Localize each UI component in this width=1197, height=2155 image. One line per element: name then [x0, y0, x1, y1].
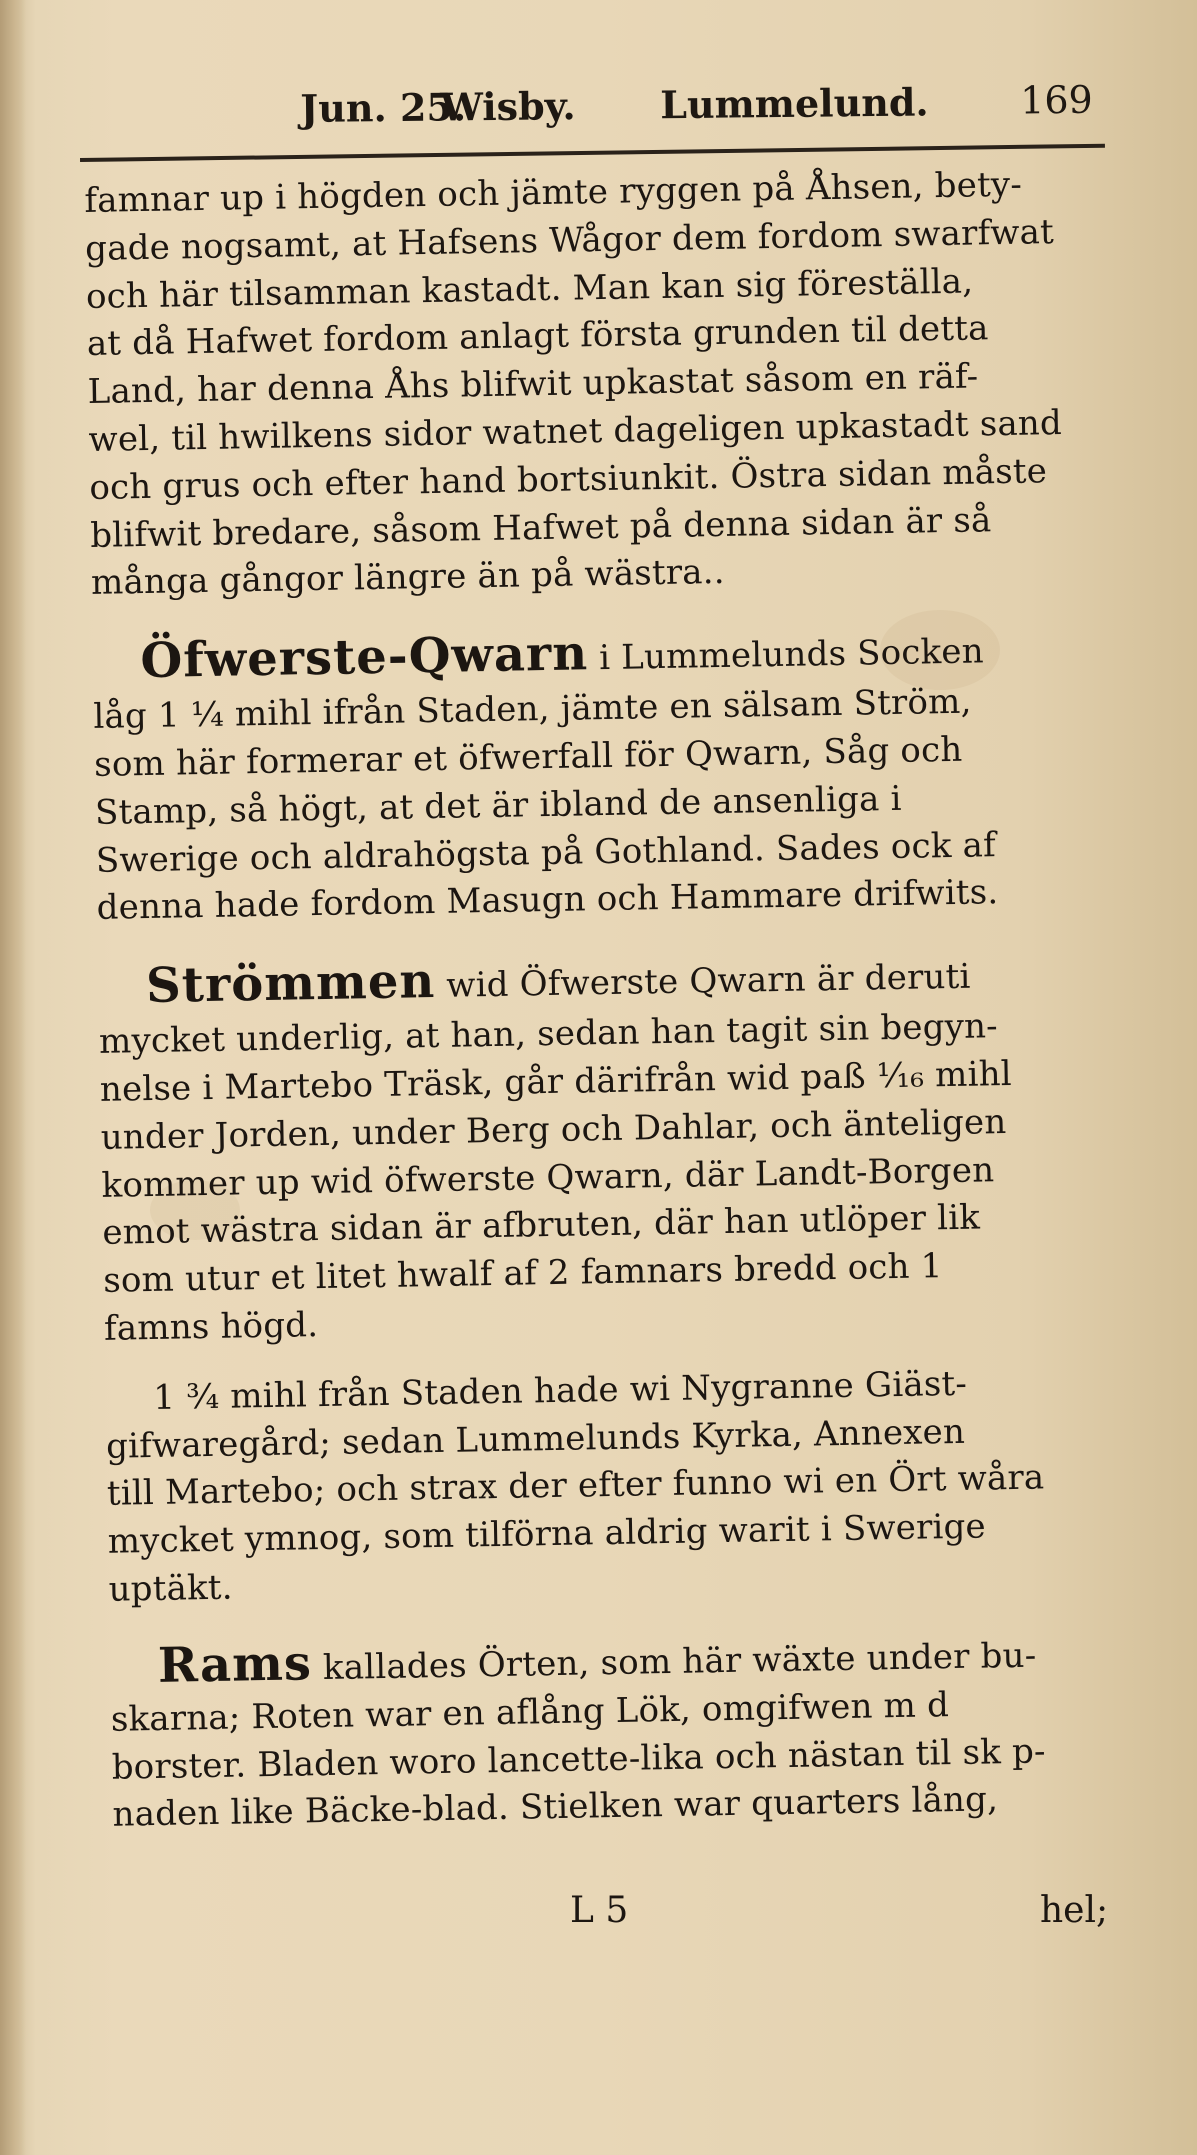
- page-footer: [570, 1890, 1130, 1950]
- text-line: borster. Bladen woro lancette-lika och nästan til sk p-: [111, 1730, 1046, 1788]
- binding-gutter: [0, 0, 26, 2155]
- text-line: gifwaregård; sedan Lummelunds Kyrka, Annexen: [105, 1411, 966, 1467]
- header-place-2: Lummelund.: [659, 79, 929, 128]
- page-number: 169: [1019, 77, 1093, 123]
- paragraph-lead-word: Strömmen: [145, 953, 436, 1015]
- text-line: emot wästra sidan är afbruten, där han utlöper lik: [102, 1197, 981, 1254]
- text-line: wel, til hwilkens sidor watnet dageligen upkastadt sand: [88, 402, 1063, 460]
- header-date: Jun. 25.: [300, 84, 467, 131]
- text-line: i Lummelunds Socken: [598, 631, 985, 679]
- text-line: Land, har denna Åhs blifwit upkastat såsom en räf-: [87, 356, 979, 413]
- text-line: naden like Bäcke-blad. Stielken war quarters lång,: [112, 1779, 999, 1836]
- body-text: [84, 160, 1153, 1840]
- text-line: 1 ¾ mihl från Staden hade wi Nygranne Giäst-: [152, 1363, 968, 1418]
- text-line: denna hade fordom Masugn och Hammare drifwits.: [96, 872, 999, 929]
- catchword: hel;: [1040, 1890, 1109, 1931]
- paragraph-lead-word: Öfwerste-Qwarn: [139, 625, 589, 690]
- text-line: blifwit bredare, såsom Hafwet på denna sidan är så: [89, 499, 992, 556]
- text-line: och grus och efter hand bortsiunkit. Östra sidan måste: [89, 451, 1048, 508]
- text-line: at då Hafwet fordom anlagt första grunden til detta: [86, 308, 989, 365]
- text-line: skarna; Roten war en aflång Lök, omgifwen m d: [110, 1684, 950, 1740]
- text-line: Swerige och aldrahögsta på Gothland. Sades ock af: [95, 824, 997, 881]
- text-line: som här formerar et öfwerfall för Qwarn, Såg och: [93, 729, 963, 785]
- text-line: kallades Örten, som här wäxte under bu-: [322, 1635, 1037, 1688]
- text-line: som utur et litet hwalf af 2 famnars bredd och 1: [102, 1246, 943, 1301]
- text-line: gade nogsamt, at Hafsens Wågor dem fordom swarfwat: [84, 211, 1055, 269]
- text-line: och här tilsamman kastadt. Man kan sig föreställa,: [85, 261, 974, 317]
- text-line: kommer up wid öfwerste Qwarn, där Landt-Borgen: [101, 1149, 995, 1206]
- text-line: låg 1 ¼ mihl ifrån Staden, jämte en sälsam Ström,: [93, 681, 972, 738]
- signature-mark: L 5: [570, 1890, 629, 1931]
- text-line: uptäkt.: [108, 1567, 234, 1610]
- header-rule: [80, 144, 1105, 162]
- text-line: nelse i Martebo Träsk, går därifrån wid paß ¹⁄₁₆ mihl: [99, 1053, 1013, 1110]
- paragraph-lead-word: Rams: [157, 1634, 313, 1694]
- header-place-1: Wisby.: [439, 83, 576, 130]
- text-line: famnar up i högden och jämte ryggen på Åhsen, bety-: [84, 164, 1023, 221]
- text-line: många gångor längre än på wästra..: [90, 552, 726, 604]
- text-line: till Martebo; och strax der efter funno wi en Ört wåra: [106, 1457, 1045, 1515]
- text-line: mycket ymnog, som tilförna aldrig warit i Swerige: [107, 1506, 987, 1562]
- text-line: wid Öfwerste Qwarn är deruti: [445, 956, 971, 1006]
- text-line: mycket underlig, at han, sedan han tagit sin begyn-: [98, 1006, 999, 1063]
- running-header: [300, 78, 1101, 146]
- text-line: Stamp, så högt, at det är ibland de ansenliga i: [94, 778, 902, 833]
- text-line: under Jorden, under Berg och Dahlar, och änteligen: [100, 1101, 1007, 1158]
- text-line: famns högd.: [103, 1305, 319, 1349]
